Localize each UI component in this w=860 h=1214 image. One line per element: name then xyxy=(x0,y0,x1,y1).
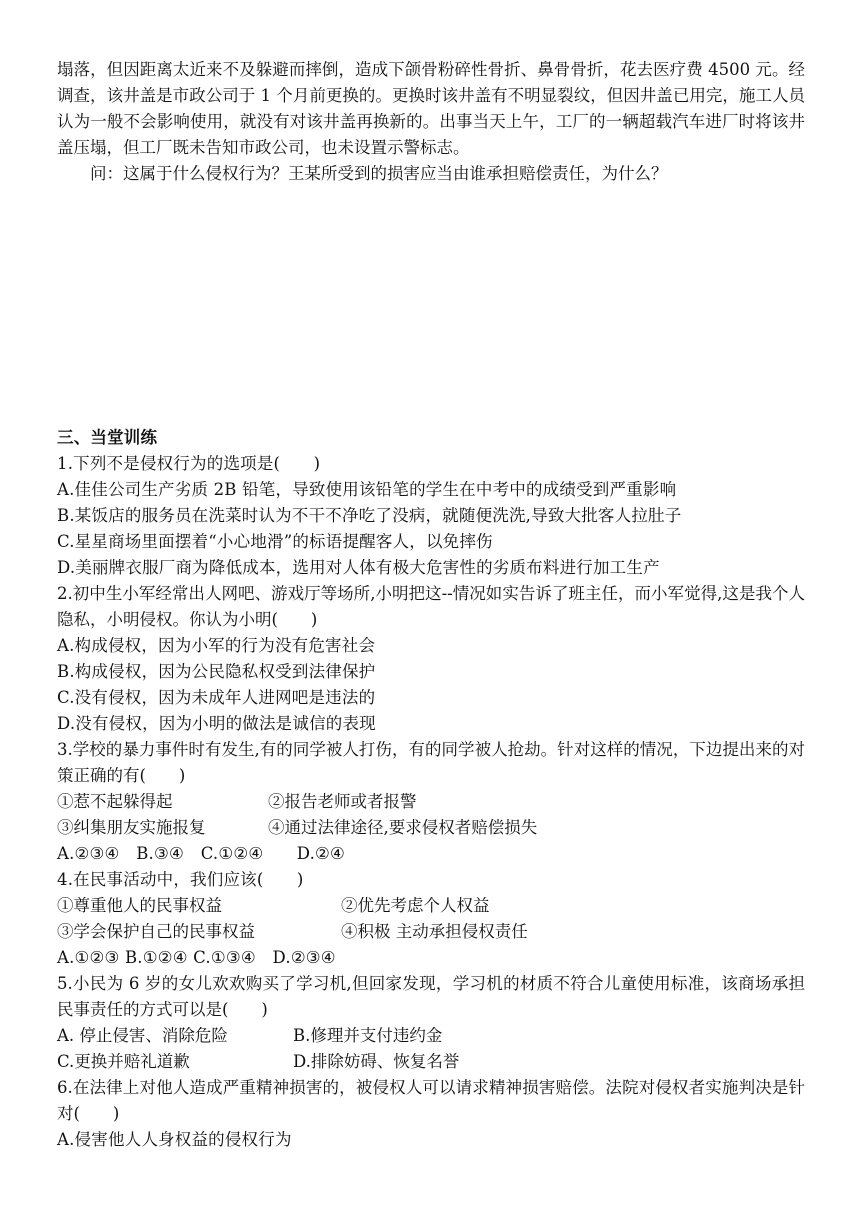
q4-statement-3: ③学会保护自己的民事权益 xyxy=(57,922,255,941)
q3-stem: 3.学校的暴力事件时有发生,有的同学被人打伤，有的同学被人抢劫。针对这样的情况，下边提出来的对策正确的有( ) xyxy=(57,740,805,785)
q5-option-c: C.更换并赔礼道歉 xyxy=(57,1052,190,1071)
q1-option-b: B.某饭店的服务员在洗菜时认为不干不净吃了没病，就随便洗洗,导致大批客人拉肚子 xyxy=(57,506,682,525)
q3-choices: A.②③④ B.③④ C.①②④ D.②④ xyxy=(57,844,346,863)
q6-option-a: A.侵害他人人身权益的侵权行为 xyxy=(57,1130,292,1149)
q5-option-d: D.排除妨碍、恢复名誉 xyxy=(293,1052,460,1071)
q4-choices: A.①②③ B.①②④ C.①③④ D.②③④ xyxy=(57,948,336,967)
case-question: 问：这属于什么侵权行为？王某所受到的损害应当由谁承担赔偿责任，为什么？ xyxy=(90,164,668,183)
q2-stem: 2.初中生小军经常出人网吧、游戏厅等场所,小明把这--情况如实告诉了班主任，而小军觉得,这是我个人隐私，小明侵权。你认为小明( ) xyxy=(57,584,805,629)
q6-stem: 6.在法律上对他人造成严重精神损害的，被侵权人可以请求精神损害赔偿。法院对侵权者实施判决是针对( ) xyxy=(57,1078,805,1123)
q1-option-c: C.星星商场里面摆着“小心地滑”的标语提醒客人，以免摔伤 xyxy=(57,532,493,551)
q5-option-b: B.修理并支付违约金 xyxy=(293,1026,443,1045)
q2-option-a: A.构成侵权，因为小军的行为没有危害社会 xyxy=(57,636,376,655)
q4-statement-4: ④积极 主动承担侵权责任 xyxy=(341,922,528,941)
q2-option-d: D.没有侵权，因为小明的做法是诚信的表现 xyxy=(57,714,376,733)
q5-stem: 5.小民为 6 岁的女儿欢欢购买了学习机,但回家发现，学习机的材质不符合儿童使用标准，该商场承担民事责任的方式可以是( ) xyxy=(57,974,805,1019)
q3-statement-2: ②报告老师或者报警 xyxy=(268,792,417,811)
q1-option-a: A.佳佳公司生产劣质 2B 铅笔，导致使用该铅笔的学生在中考中的成绩受到严重影响 xyxy=(57,480,677,499)
q2-option-b: B.构成侵权，因为公民隐私权受到法律保护 xyxy=(57,662,376,681)
q1-stem: 1.下列不是侵权行为的选项是( ) xyxy=(57,454,321,473)
q2-option-c: C.没有侵权，因为未成年人进网吧是违法的 xyxy=(57,688,376,707)
q1-option-d: D.美丽牌衣服厂商为降低成本，选用对人体有极大危害性的劣质布料进行加工生产 xyxy=(57,558,660,577)
q4-stem: 4.在民事活动中，我们应该( ) xyxy=(57,870,304,889)
q3-statement-3: ③纠集朋友实施报复 xyxy=(57,818,206,837)
q4-statement-2: ②优先考虑个人权益 xyxy=(341,896,490,915)
section-heading: 三、当堂训练 xyxy=(57,428,158,447)
case-paragraph: 塌落，但因距离太近来不及躲避而摔倒，造成下颌骨粉碎性骨折、鼻骨骨折，花去医疗费 4500 元。经调查，该井盖是市政公司于 1 个月前更换的。更换时该井盖有不明显裂纹，但因井盖已用完，施工人员认为一般不会影响使用，就没有对该井盖再换新的。出事当天上午，工厂的一辆超载汽车进厂时将该井盖压塌，但工厂既未告知市政公司，也未设置示警标志。 xyxy=(57,60,805,157)
q4-statement-1: ①尊重他人的民事权益 xyxy=(57,896,222,915)
q5-option-a: A. 停止侵害、消除危险 xyxy=(57,1026,228,1045)
q3-statement-1: ①惹不起躲得起 xyxy=(57,792,173,811)
q3-statement-4: ④通过法律途径,要求侵权者赔偿损失 xyxy=(268,818,538,837)
